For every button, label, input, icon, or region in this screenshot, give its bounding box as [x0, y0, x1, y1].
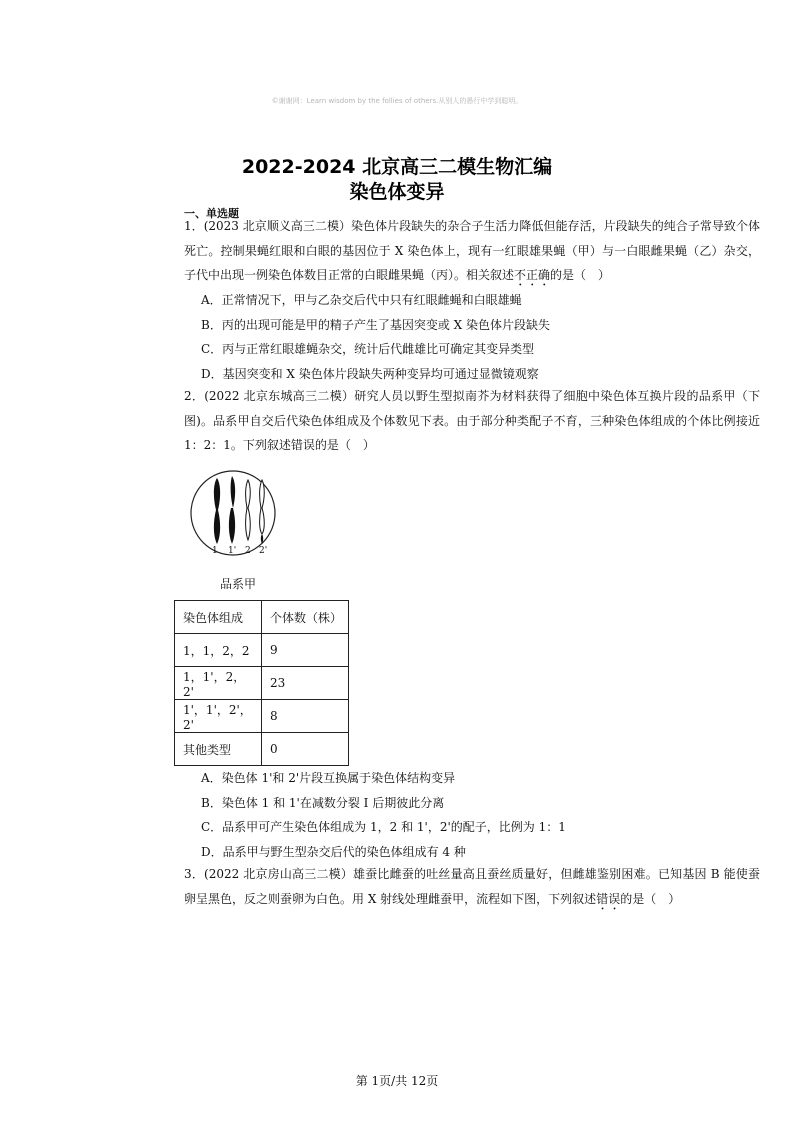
q1-option-c: C．丙与正常红眼雄蝇杂交，统计后代雌雄比可确定其变异类型: [201, 342, 535, 356]
q1-option-a: A．正常情况下，甲与乙杂交后代中只有红眼雌蝇和白眼雄蝇: [201, 293, 522, 307]
q2-option-b: B．染色体 1 和 1'在减数分裂 I 后期彼此分离: [201, 796, 445, 810]
table-header: 个体数（株）: [262, 601, 349, 634]
table-row: [175, 733, 349, 766]
figure-caption: 品系甲: [220, 577, 257, 591]
table-row: [175, 667, 349, 700]
label-1: 1: [212, 546, 218, 556]
watermark: ©谢谢网：Learn wisdom by the follies of others.从别人的愚行中学到聪明。: [271, 97, 523, 105]
label-2-prime: 2': [259, 546, 268, 556]
document-subtitle: 染色体变异: [349, 181, 445, 203]
chromosome-figure: [190, 468, 276, 558]
question-2-stem: 2．(2022 北京东城高三二模）研究人员以野生型拟南芥为材料获得了细胞中染色体互换片段的品系甲（下图)。品系甲自交后代染色体组成及个体数见下表。由于部分种类配子不育，三种染色体组成的个体比例接近 1：2：1。下列叙述错误的是（ ）: [184, 389, 760, 452]
section-heading: 一、单选题: [184, 207, 239, 220]
table-cell: 1，1'，2，2': [175, 667, 262, 700]
table-cell: 其他类型: [175, 733, 262, 766]
q2-option-a: A．染色体 1'和 2'片段互换属于染色体结构变异: [201, 771, 456, 785]
q3-stem-text: 3．(2022 北京房山高三二模）雄蚕比雌蚕的吐丝量高且蚕丝质量好，但雌雄鉴别困难。已知基因 B 能使蚕卵呈黑色，反之则蚕卵为白色。用 X 射线处理雌蚕甲，流程如下图，下列叙述: [184, 867, 760, 906]
table-row: [175, 634, 349, 667]
q2-option-d: D．品系甲与野生型杂交后代的染色体组成有 4 种: [201, 845, 466, 859]
question-3-stem: [184, 862, 760, 913]
table-cell: 0: [262, 733, 349, 766]
q1-option-b: B．丙的出现可能是甲的精子产生了基因突变或 X 染色体片段缺失: [201, 318, 550, 332]
q1-emphasis: 不正确: [514, 268, 551, 282]
q1-option-d: D．基因突变和 X 染色体片段缺失两种变异均可通过显微镜观察: [201, 367, 539, 381]
table-row: [175, 700, 349, 733]
question-1-stem: [184, 214, 760, 289]
chromosome-diagram: [190, 468, 276, 558]
table-cell: 23: [262, 667, 349, 700]
table-cell: 1，1，2，2: [175, 634, 262, 667]
q3-emphasis: 错误: [596, 891, 621, 906]
label-2: 2: [245, 546, 251, 556]
q1-stem-text: 1．(2023 北京顺义高三二模）染色体片段缺失的杂合子生活力降低但能存活，片段缺失的纯合子常导致个体死亡。控制果蝇红眼和白眼的基因位于 X 染色体上，现有一红眼雄果蝇（甲）与一白眼雌果蝇（乙）杂交，子代中出现一例染色体数目正常的白眼雌果蝇（丙）。相关叙述: [184, 219, 760, 282]
page-number: 第 1页/共 12页: [355, 1074, 439, 1088]
table-header-row: [175, 601, 349, 634]
genotype-table: [174, 600, 349, 766]
table-cell: 9: [262, 634, 349, 667]
q1-stem-end: 的是（ ）: [550, 268, 611, 282]
q2-option-c: C．品系甲可产生染色体组成为 1，2 和 1'，2'的配子，比例为 1：1: [201, 820, 566, 834]
table-cell: 8: [262, 700, 349, 733]
q3-stem-end: 的是（ ）: [620, 891, 681, 906]
label-1-prime: 1': [228, 546, 237, 556]
table-header: 染色体组成: [175, 601, 262, 634]
table-cell: 1'，1'，2'，2': [175, 700, 262, 733]
document-title: 2022-2024 北京高三二模生物汇编: [241, 156, 553, 178]
